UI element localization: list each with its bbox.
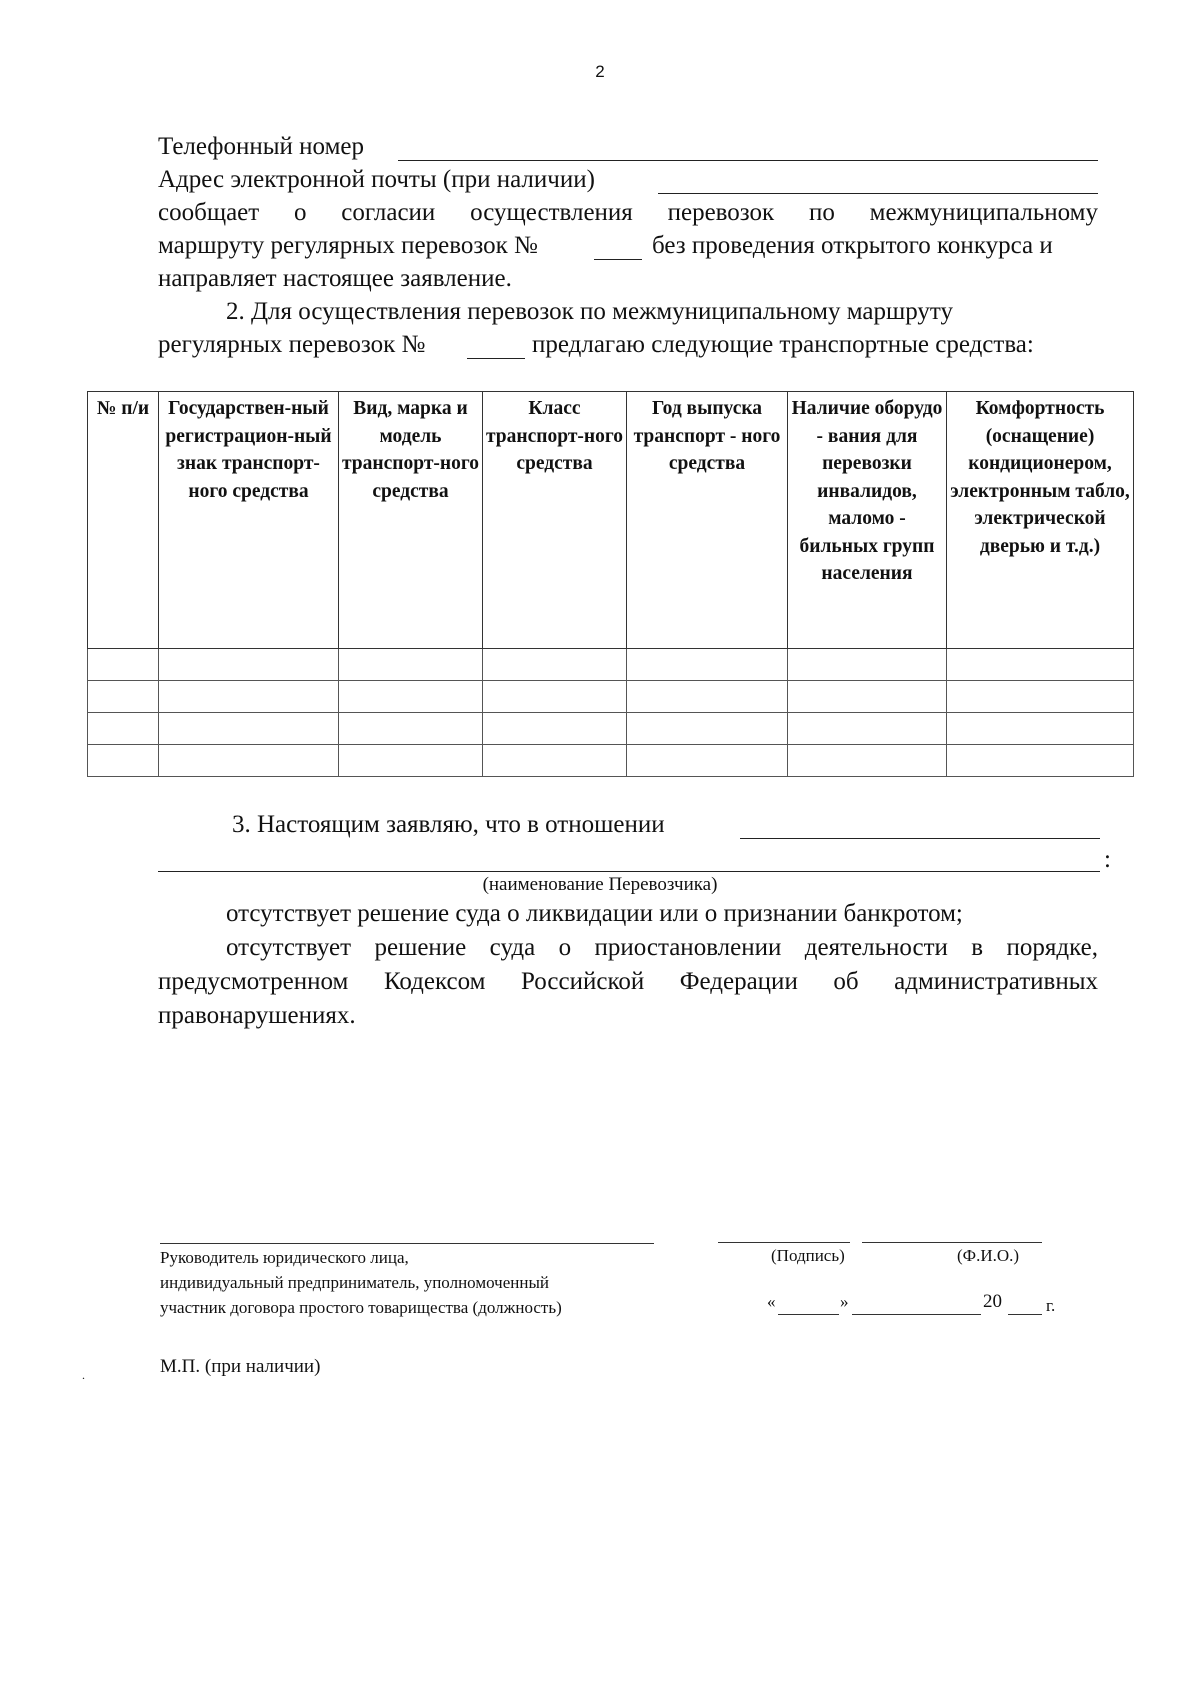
table-cell[interactable] <box>159 713 339 745</box>
no-suspension-line-1: отсутствует решение суда о приостановлении деятельности в порядке, <box>226 934 1098 961</box>
header-make-model: Вид, марка и модель транспорт-ного средства <box>339 392 483 649</box>
table-cell[interactable] <box>788 681 947 713</box>
signature-line[interactable] <box>718 1242 850 1243</box>
table-cell[interactable] <box>788 649 947 681</box>
signature-label: (Подпись) <box>771 1246 845 1265</box>
table-cell[interactable] <box>88 745 159 777</box>
table-cell[interactable] <box>483 745 627 777</box>
carrier-name-line-2[interactable] <box>158 871 1100 872</box>
table-cell[interactable] <box>947 681 1134 713</box>
table-header-row <box>88 392 1134 649</box>
table-cell[interactable] <box>627 745 788 777</box>
no-suspension-line-2: предусмотренном Кодексом Российской Федерации об административных <box>158 968 1098 995</box>
date-close-quote: » <box>840 1292 849 1311</box>
table-cell[interactable] <box>339 649 483 681</box>
full-name-line[interactable] <box>862 1242 1042 1243</box>
table-cell[interactable] <box>339 681 483 713</box>
table-cell[interactable] <box>483 681 627 713</box>
section2-line-1: 2. Для осуществления перевозок по межмуниципальному маршруту <box>226 298 954 325</box>
carrier-name-caption: (наименование Перевозчика) <box>482 874 718 895</box>
table-row <box>88 713 1134 745</box>
table-cell[interactable] <box>947 745 1134 777</box>
table-cell[interactable] <box>339 713 483 745</box>
role-line-2: индивидуальный предприниматель, уполномоченный <box>160 1273 549 1292</box>
date-day-line[interactable] <box>778 1314 839 1315</box>
header-number: № п/и <box>88 392 159 649</box>
table-cell[interactable] <box>627 649 788 681</box>
phone-label: Телефонный номер <box>158 133 364 160</box>
page-number: 2 <box>595 62 605 81</box>
header-registration-plate: Государствен-ный регистрацион-ный знак транспорт-ного средства <box>159 392 339 649</box>
consent-line-2b: без проведения открытого конкурса и <box>652 232 1053 259</box>
header-year: Год выпуска транспорт - ного средства <box>627 392 788 649</box>
consent-line-2a: маршруту регулярных перевозок № <box>158 232 538 259</box>
table-cell[interactable] <box>339 745 483 777</box>
margin-dot: . <box>82 1368 85 1382</box>
section2-line-2b: предлагаю следующие транспортные средства: <box>532 331 1034 358</box>
role-line-3: участник договора простого товарищества (должность) <box>160 1298 562 1317</box>
section3-colon: : <box>1104 846 1111 873</box>
no-suspension-line-3: правонарушениях. <box>158 1002 356 1029</box>
table-row <box>88 681 1134 713</box>
header-comfort: Комфортность (оснащение) кондиционером, электронным табло, электрической дверью и т.д.) <box>947 392 1134 649</box>
table-cell[interactable] <box>483 713 627 745</box>
table-row <box>88 649 1134 681</box>
consent-line-1: сообщает о согласии осуществления перевозок по межмуниципальному <box>158 199 1098 226</box>
table-cell[interactable] <box>947 649 1134 681</box>
email-label: Адрес электронной почты (при наличии) <box>158 166 595 193</box>
stamp-label: М.П. (при наличии) <box>160 1356 321 1377</box>
email-field-line[interactable] <box>658 193 1098 194</box>
table-cell[interactable] <box>788 713 947 745</box>
vehicles-table <box>87 391 1134 777</box>
date-open-quote: « <box>767 1292 776 1311</box>
role-line-1: Руководитель юридического лица, <box>160 1248 409 1267</box>
table-cell[interactable] <box>88 649 159 681</box>
date-year-line[interactable] <box>1008 1314 1042 1315</box>
carrier-name-line-1[interactable] <box>740 838 1100 839</box>
route-number-line-1[interactable] <box>594 259 642 260</box>
consent-line-3: направляет настоящее заявление. <box>158 265 512 292</box>
table-cell[interactable] <box>159 649 339 681</box>
phone-field-line[interactable] <box>398 160 1098 161</box>
header-accessibility: Наличие оборудо - вания для перевозки инвалидов, маломо - бильных групп населения <box>788 392 947 649</box>
date-month-line[interactable] <box>852 1314 981 1315</box>
table-cell[interactable] <box>483 649 627 681</box>
table-cell[interactable] <box>88 681 159 713</box>
date-year-suffix: г. <box>1046 1296 1056 1315</box>
table-cell[interactable] <box>159 681 339 713</box>
section3-line-1: 3. Настоящим заявляю, что в отношении <box>232 811 665 838</box>
table-cell[interactable] <box>627 713 788 745</box>
table-row <box>88 745 1134 777</box>
table-cell[interactable] <box>88 713 159 745</box>
no-liquidation-statement: отсутствует решение суда о ликвидации или о признании банкротом; <box>226 900 963 927</box>
date-year-prefix: 20 <box>983 1291 1002 1312</box>
section2-line-2a: регулярных перевозок № <box>158 331 426 358</box>
table-cell[interactable] <box>627 681 788 713</box>
full-name-label: (Ф.И.О.) <box>957 1246 1020 1265</box>
table-cell[interactable] <box>947 713 1134 745</box>
route-number-line-2[interactable] <box>467 358 525 359</box>
table-cell[interactable] <box>788 745 947 777</box>
position-line[interactable] <box>160 1243 654 1244</box>
header-vehicle-class: Класс транспорт-ного средства <box>483 392 627 649</box>
table-cell[interactable] <box>159 745 339 777</box>
